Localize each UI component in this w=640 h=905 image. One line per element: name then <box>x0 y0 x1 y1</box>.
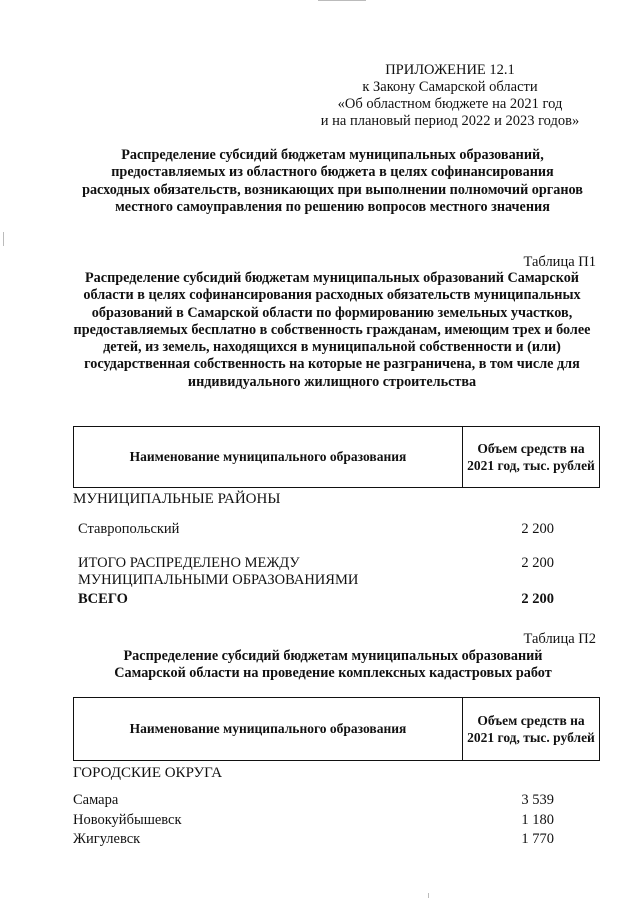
table2-header <box>73 697 600 761</box>
row-value: 1 180 <box>521 812 554 828</box>
row-value: 3 539 <box>521 792 554 808</box>
row-name: Ставропольский <box>78 521 180 537</box>
table2-title: Распределение субсидий бюджетам муниципальных образований Самарской области на проведение комплексных кадастровых работ <box>114 648 552 682</box>
table-row <box>78 521 554 538</box>
grand-total-label: ВСЕГО <box>78 591 128 607</box>
appendix-line-3: «Об областном бюджете на 2021 год <box>337 96 563 112</box>
table1-grand-total-row <box>78 591 554 608</box>
appendix-header <box>300 62 600 130</box>
scan-mark <box>428 893 429 898</box>
row-name: Самара <box>73 792 119 808</box>
table1-col-value: Объем средств на 2021 год, тыс. рублей <box>467 441 595 473</box>
table1-tag: Таблица П1 <box>523 254 596 270</box>
main-title: Распределение субсидий бюджетам муниципальных образований, предоставляемых из областного бюджета в целях софинансирования расходных обязательств, возникающих при выполнении полномочий органов местного самоуправления по решению вопросов местного значения <box>82 147 583 215</box>
scan-mark <box>318 0 366 1</box>
total-value: 2 200 <box>521 555 554 571</box>
row-name: Новокуйбышевск <box>73 812 182 828</box>
table2-section: ГОРОДСКИЕ ОКРУГА <box>73 765 223 781</box>
table2-col-value: Объем средств на 2021 год, тыс. рублей <box>467 713 595 745</box>
table-row <box>73 812 554 829</box>
table2-col-name: Наименование муниципального образования <box>74 698 463 760</box>
table1-col-name: Наименование муниципального образования <box>74 427 463 487</box>
appendix-line-2: к Закону Самарской области <box>362 79 538 95</box>
appendix-line-4: и на плановый период 2022 и 2023 годов» <box>320 113 580 129</box>
table-row <box>73 792 554 809</box>
table1-section: МУНИЦИПАЛЬНЫЕ РАЙОНЫ <box>73 491 281 507</box>
grand-total-value: 2 200 <box>521 591 554 607</box>
table1-header <box>73 426 600 488</box>
appendix-line-1: ПРИЛОЖЕНИЕ 12.1 <box>385 62 515 78</box>
table1-total-row <box>78 555 554 589</box>
row-name: Жигулевск <box>73 831 141 847</box>
scan-mark <box>3 232 4 246</box>
row-value: 2 200 <box>521 521 554 537</box>
table2-tag: Таблица П2 <box>523 631 596 647</box>
total-label: ИТОГО РАСПРЕДЕЛЕНО МЕЖДУ МУНИЦИПАЛЬНЫМИ ОБРАЗОВАНИЯМИ <box>78 555 359 588</box>
row-value: 1 770 <box>521 831 554 847</box>
table1-title: Распределение субсидий бюджетам муниципальных образований Самарской области в целях софинансирования расходных обязательств муниципальных образований в Самарской области по формированию земельных участков, предоставляемых бесплатно в собственность гражданам, имеющим трех и более детей, из земель, находящихся в муниципальной собственности и (или) государственная собственность на которые не разграничена, в том числе для индивидуального жилищного строительства <box>73 270 591 390</box>
table-row <box>73 831 554 848</box>
